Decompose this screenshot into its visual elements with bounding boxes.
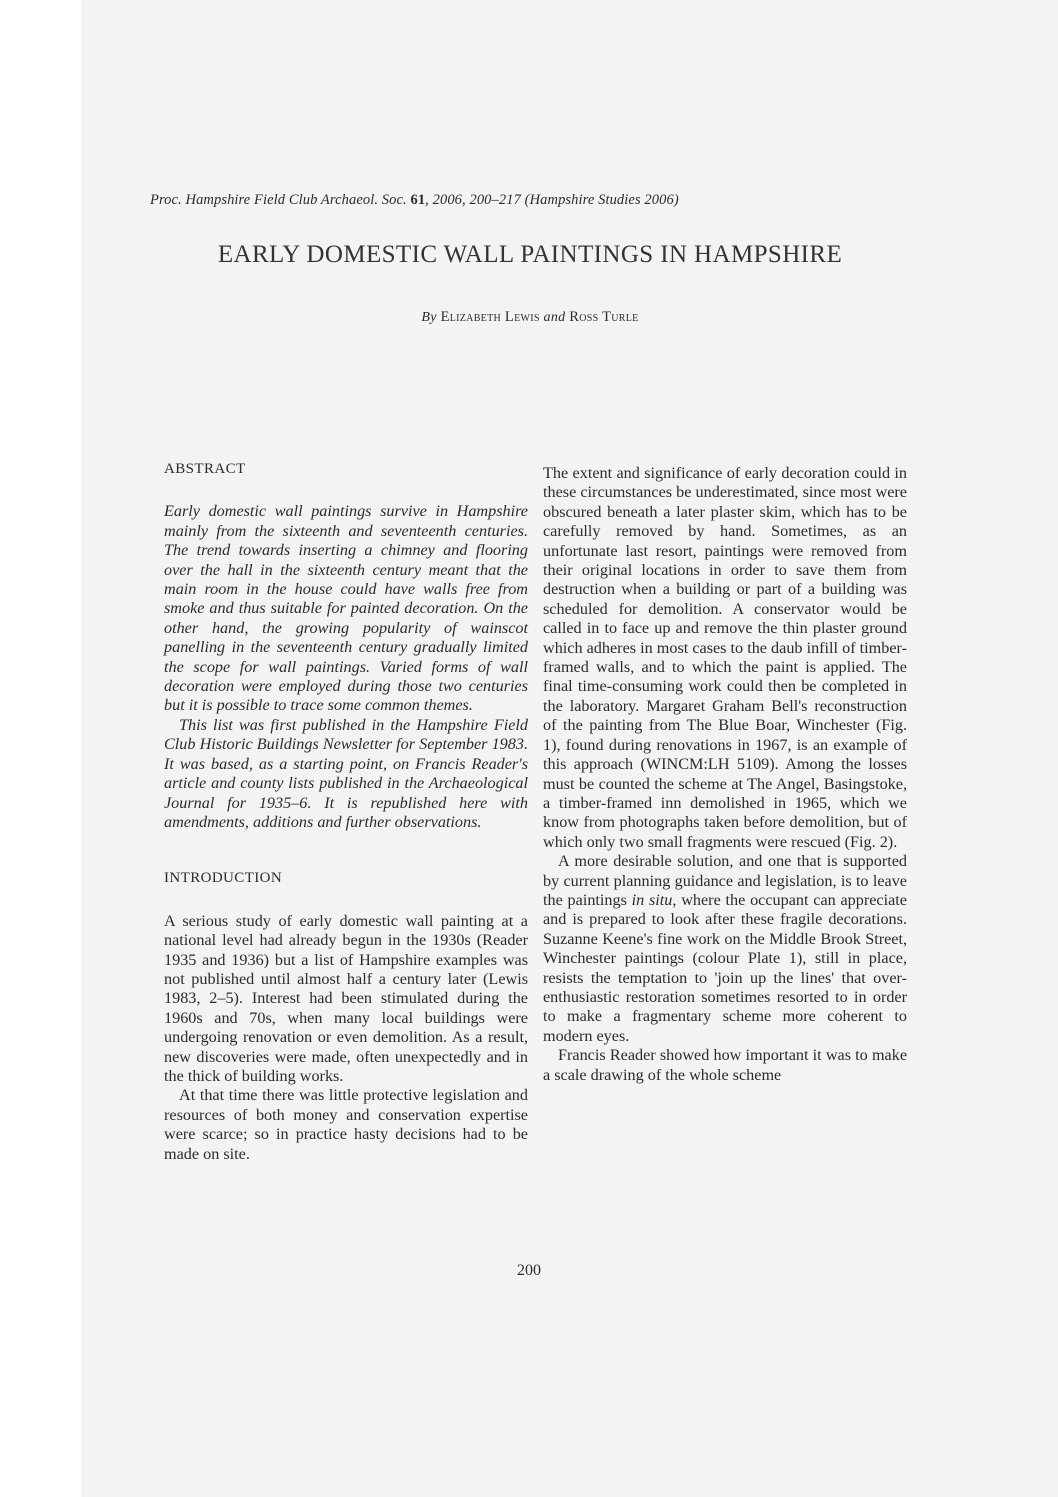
left-column	[164, 460, 528, 1164]
introduction-heading: INTRODUCTION	[164, 870, 283, 887]
article-title: EARLY DOMESTIC WALL PAINTINGS IN HAMPSHIRE	[217, 241, 843, 268]
body-paragraph-2-end: , where the occupant can appreciate and is prepared to look after these fragile decorations. Suzanne Keene's fine work on the Middle Brook Street, Winchester paintings (colour Plate 1), still in place, resists the temptation to 'join up the lines' that over-enthusiastic restoration sometimes resorted to in order to make a fragmentary scheme more coherent to modern eyes.	[543, 890, 907, 1045]
byline-by: By	[421, 310, 437, 325]
right-column	[543, 464, 907, 1085]
section-gap	[164, 832, 528, 869]
journal-citation	[150, 192, 950, 209]
body-paragraph-3: Francis Reader showed how important it was to make a scale drawing of the whole scheme	[543, 1046, 907, 1084]
author-2: Ross Turle	[569, 309, 639, 325]
byline	[120, 309, 940, 326]
abstract-paragraph-1: Early domestic wall paintings survive in Hampshire mainly from the sixteenth and seventeenth centuries. The trend towards inserting a chimney and flooring over the hall in the sixteenth century meant that the main room in the house could have walls free from smoke and thus suitable for painted decoration. On the other hand, the growing popularity of wainscot panelling in the seventeenth century gradually limited the scope for wall paintings. Varied forms of wall decoration were employed during those two centuries but it is possible to trace some common themes.	[164, 502, 528, 715]
in-situ-term: in situ	[631, 890, 673, 909]
abstract-paragraph-2: This list was first published in the Hampshire Field Club Historic Buildings Newsletter for September 1983. It was based, as a starting point, on Francis Reader's article and county lists published in the Archaeological Journal for 1935–6. It is republished here with amendments, additions and further observations.	[164, 715, 528, 831]
introduction-paragraph-1: A serious study of early domestic wall painting at a national level had already begun in the 1930s (Reader 1935 and 1936) but a list of Hampshire examples was not published until almost half a century later (Lewis 1983, 2–5). Interest had been stimulated during the 1960s and 70s, when many local buildings were undergoing renovation or even demolition. As a result, new discoveries were made, often unexpectedly and in the thick of building works.	[164, 911, 528, 1085]
byline-and: and	[543, 310, 566, 325]
body-paragraph-2-start: A more desirable solution, and one that is supported by current planning guidance and legislation, is to leave the paintings	[543, 852, 907, 909]
body-paragraph-2	[543, 852, 907, 1046]
introduction-paragraph-2: At that time there was little protective legislation and resources of both money and conservation expertise were scarce; so in practice hasty decisions had to be made on site.	[164, 1086, 528, 1163]
citation-prefix: Proc. Hampshire Field Club Archaeol. Soc.	[150, 192, 411, 208]
abstract-heading: ABSTRACT	[164, 461, 246, 477]
citation-volume: 61	[410, 192, 426, 208]
citation-suffix: , 2006, 200–217 (Hampshire Studies 2006)	[425, 192, 679, 208]
page-number: 200	[517, 1262, 541, 1279]
body-paragraph-1: The extent and significance of early decoration could in these circumstances be underestimated, since most were obscured beneath a later plaster skim, which has to be carefully removed by hand. Sometimes, as an unfortunate last resort, paintings were removed from their original locations in order to save them from destruction when a building or part of a building was scheduled for demolition. A conservator would be called in to face up and remove the thin plaster ground which adheres in most cases to the daub infill of timber-framed walls, and to which the paint is applied. The final time-consuming work could then be completed in the laboratory. Margaret Graham Bell's reconstruction of the painting from The Blue Boar, Winchester (Fig. 1), found during renovations in 1967, is an example of this approach (WINCM:LH 5109). Among the losses must be counted the scheme at The Angel, Basingstoke, a timber-framed inn demolished in 1965, which we know from photographs taken before demolition, but of which only two small fragments were rescued (Fig. 2).	[543, 464, 907, 851]
author-1: Elizabeth Lewis	[440, 309, 540, 325]
